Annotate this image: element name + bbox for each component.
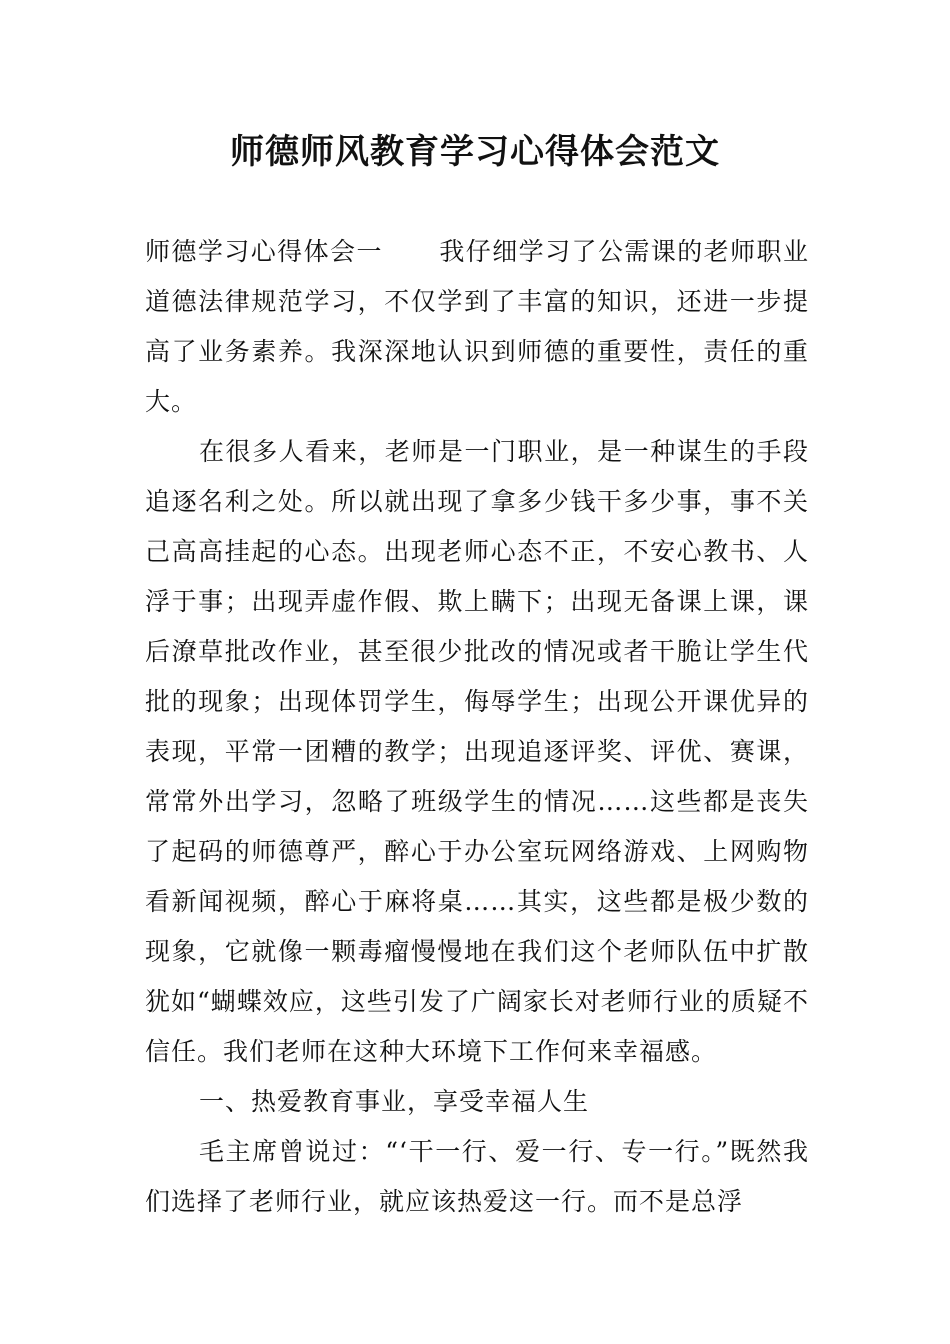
paragraph-4: 毛主席曾说过：“‘干一行、爱一行、专一行。”既然我们选择了老师行业，就应该热爱这一行。而不是总浮: [145, 1137, 809, 1216]
section-label: 师德学习心得体会一: [145, 237, 383, 266]
paragraph-1-text: 我仔细学习了公需课的老师职业道德法律规范学习，不仅学到了丰富的知识，还进一步提高了业务素养。我深深地认识到师德的重要性，责任的重大。: [145, 237, 809, 416]
paragraph-1: [145, 227, 809, 427]
section-heading: 一、热爱教育事业，享受幸福人生: [199, 1087, 590, 1116]
paragraph-2: 在很多人看来，老师是一门职业，是一种谋生的手段追逐名利之处。所以就出现了拿多少钱干多少事，事不关己高高挂起的心态。出现老师心态不正，不安心教书、人浮于事；出现弄虚作假、欺上瞒下；出现无备课上课，课后潦草批改作业，甚至很少批改的情况或者干脆让学生代批的现象；出现体罚学生，侮辱学生；出现公开课优异的表现，平常一团糟的教学；出现追逐评奖、评优、赛课，常常外出学习，忽略了班级学生的情况……这些都是丧失了起码的师德尊严，醉心于办公室玩网络游戏、上网购物看新闻视频，醉心于麻将桌……其实，这些都是极少数的现象，它就像一颗毒瘤慢慢地在我们这个老师队伍中扩散犹如“蝴蝶效应，这些引发了广阔家长对老师行业的质疑不信任。我们老师在这种大环境下工作何来幸福感。: [145, 437, 809, 1066]
document-title: 师德师风教育学习心得体会范文: [230, 132, 720, 172]
document-body: [145, 227, 809, 1227]
